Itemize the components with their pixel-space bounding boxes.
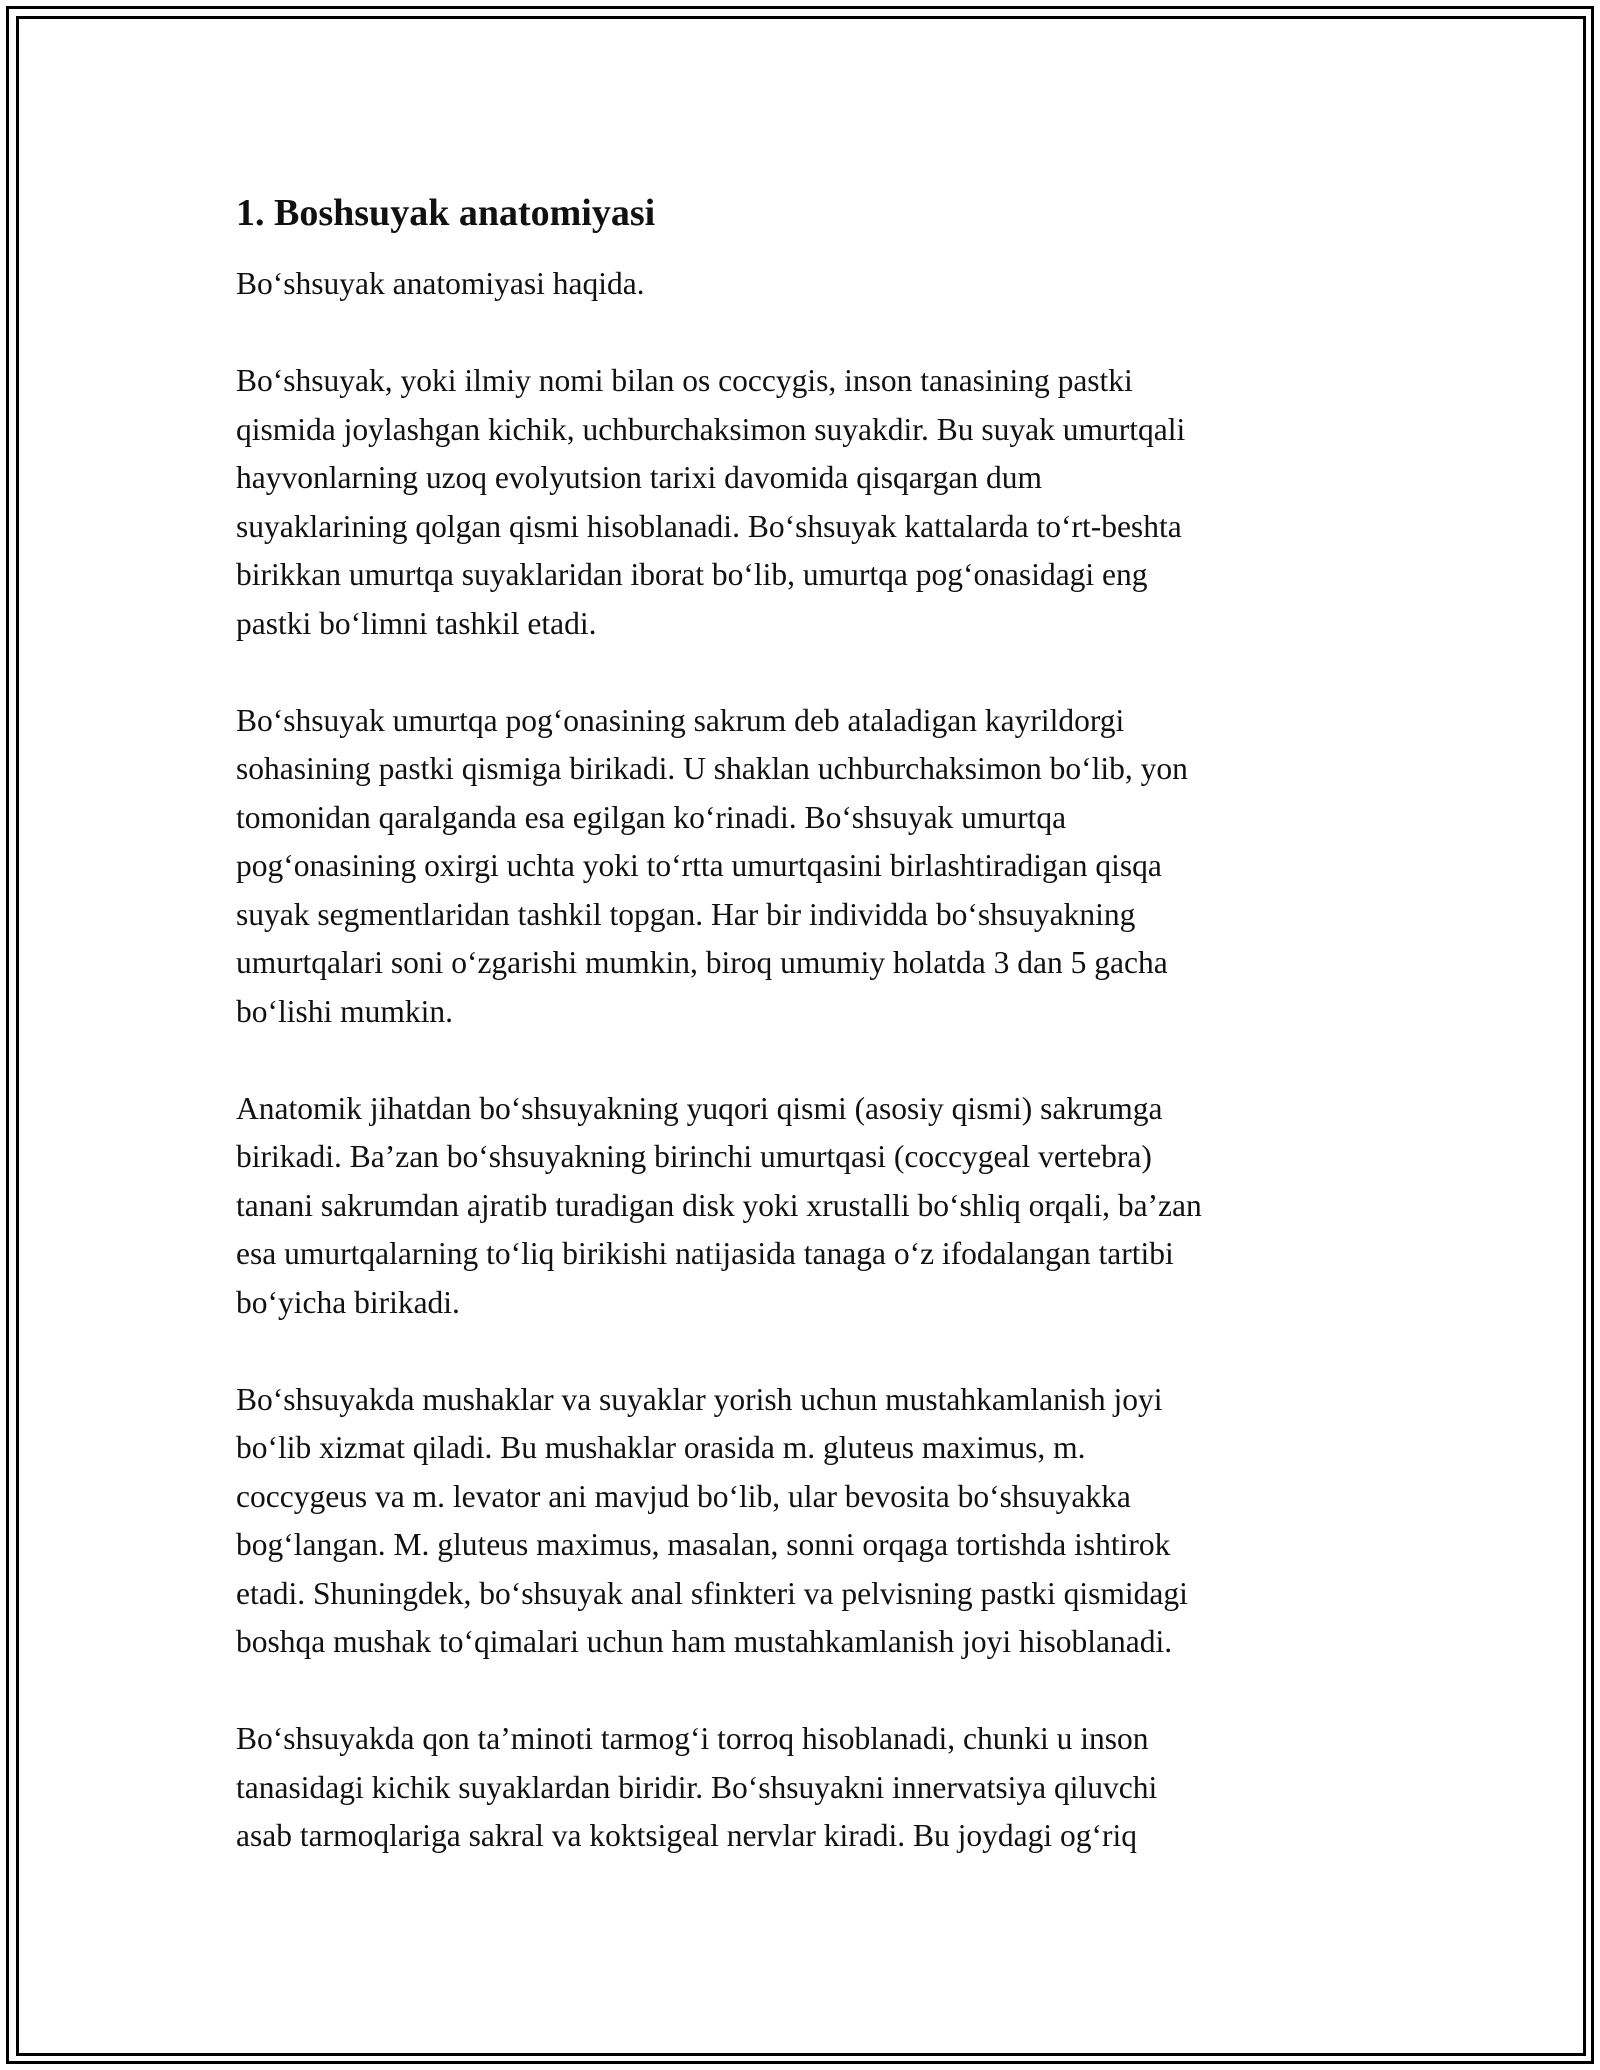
paragraph-anatomy: [236, 1085, 1376, 1328]
text-line: esa umurtqalarning to‘liq birikishi natijasida tanaga o‘z ifodalangan tartibi: [236, 1236, 1174, 1271]
text-line: bo‘lishi mumkin.: [236, 993, 454, 1029]
paragraph-intro: [236, 260, 1376, 309]
text-line: sohasining pastki qismiga birikadi. U shaklan uchburchaksimon bo‘lib, yon: [236, 751, 1188, 786]
text-line: Bo‘shsuyak, yoki ilmiy nomi bilan os coccygis, inson tanasining pastki: [236, 363, 1133, 398]
text-line: birikadi. Ba’zan bo‘shsuyakning birinchi umurtqasi (coccygeal vertebra): [236, 1139, 1152, 1174]
text-line: bog‘langan. M. gluteus maximus, masalan, sonni orqaga tortishda ishtirok: [236, 1527, 1171, 1562]
text-line: suyak segmentlaridan tashkil topgan. Har bir individda bo‘shsuyakning: [236, 896, 1136, 932]
text-line: etadi. Shuningdek, bo‘shsuyak anal sfinkteri va pelvisning pastki qismidagi: [236, 1575, 1188, 1611]
text-line: Bo‘shsuyak umurtqa pog‘onasining sakrum deb ataladigan kayrildorgi: [236, 702, 1125, 738]
text-line: bo‘lib xizmat qiladi. Bu mushaklar orasida m. gluteus maximus, m.: [236, 1430, 1086, 1465]
text-line: coccygeus va m. levator ani mavjud bo‘lib, ular bevosita bo‘shsuyakka: [236, 1478, 1131, 1514]
text-line: tomonidan qaralganda esa egilgan ko‘rinadi. Bo‘shsuyak umurtqa: [236, 799, 1067, 835]
text-line: Bo‘shsuyak anatomiyasi haqida.: [236, 266, 645, 301]
paragraph-definition: [236, 357, 1376, 648]
text-line: asab tarmoqlariga sakral va koktsigeal nervlar kiradi. Bu joydagi og‘riq: [236, 1818, 1137, 1853]
paragraph-muscles: [236, 1376, 1376, 1667]
paragraph-blood-supply: [236, 1715, 1376, 1861]
section-heading: 1. Boshsuyak anatomiyasi: [236, 192, 656, 234]
text-line: hayvonlarning uzoq evolyutsion tarixi davomida qisqargan dum: [236, 460, 1043, 495]
text-line: birikkan umurtqa suyaklaridan iborat bo‘lib, umurtqa pog‘onasidagi eng: [236, 557, 1148, 592]
text-line: umurtqalari soni o‘zgarishi mumkin, biroq umumiy holatda 3 dan 5 gacha: [236, 945, 1168, 980]
text-line: pog‘onasining oxirgi uchta yoki to‘rtta umurtqasini birlashtiradigan qisqa: [236, 848, 1162, 883]
text-line: pastki bo‘limni tashkil etadi.: [236, 605, 597, 641]
text-line: tanani sakrumdan ajratib turadigan disk yoki xrustalli bo‘shliq orqali, ba’zan: [236, 1187, 1202, 1223]
text-line: suyaklarining qolgan qismi hisoblanadi. Bo‘shsuyak kattalarda to‘rt-beshta: [236, 508, 1182, 544]
text-line: Anatomik jihatdan bo‘shsuyakning yuqori qismi (asosiy qismi) sakrumga: [236, 1090, 1163, 1126]
text-line: bo‘yicha birikadi.: [236, 1284, 460, 1320]
paragraph-structure: [236, 697, 1376, 1037]
document-body: [236, 186, 1376, 1909]
text-line: tanasidagi kichik suyaklardan biridir. Bo‘shsuyakni innervatsiya qiluvchi: [236, 1769, 1158, 1805]
text-line: Bo‘shsuyakda qon ta’minoti tarmog‘i torroq hisoblanadi, chunki u inson: [236, 1721, 1149, 1756]
text-line: Bo‘shsuyakda mushaklar va suyaklar yorish uchun mustahkamlanish joyi: [236, 1381, 1163, 1417]
text-line: qismida joylashgan kichik, uchburchaksimon suyakdir. Bu suyak umurtqali: [236, 411, 1186, 447]
text-line: boshqa mushak to‘qimalari uchun ham mustahkamlanish joyi hisoblanadi.: [236, 1624, 1173, 1659]
